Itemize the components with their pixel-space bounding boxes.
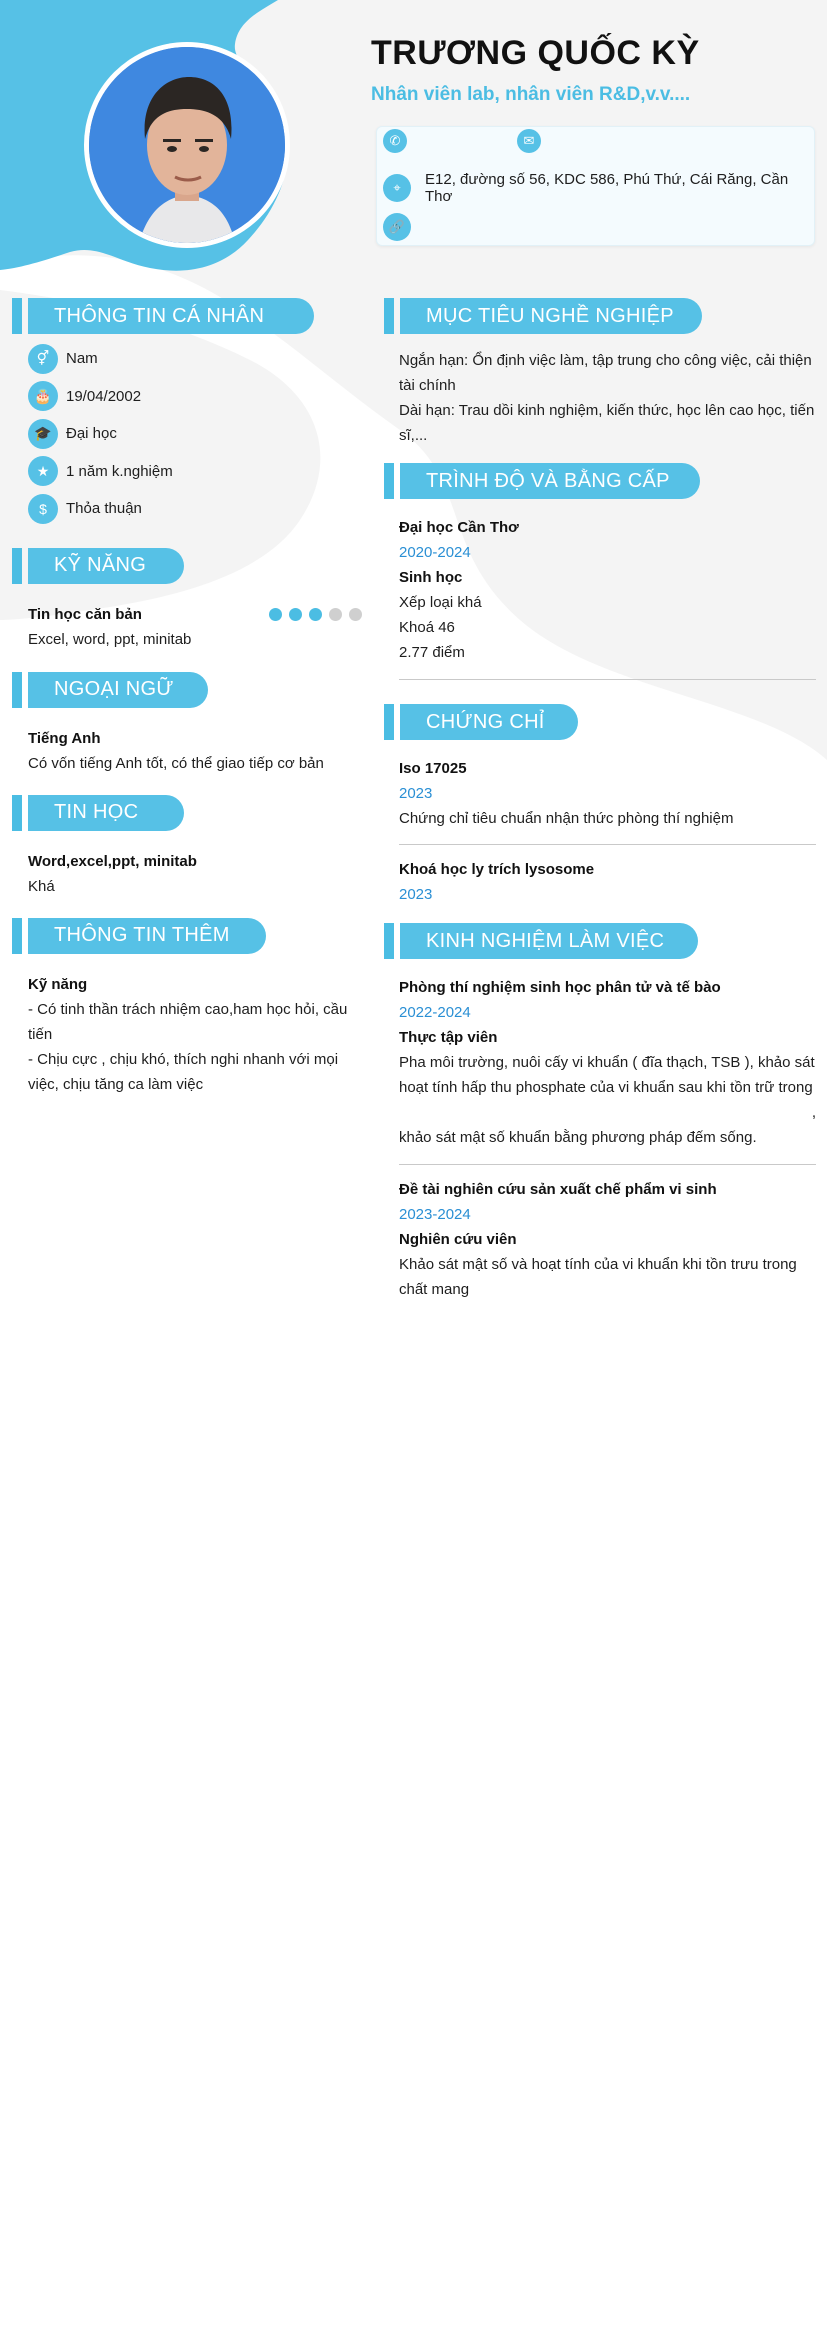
- skill-name: Tin học căn bản: [28, 605, 142, 623]
- experience-company: Phòng thí nghiệm sinh học phân tử và tế bào: [399, 979, 721, 996]
- gender-icon: ⚥: [28, 344, 58, 374]
- section-title: CHỨNG CHỈ: [400, 704, 578, 740]
- certificate-name: Khoá học ly trích lysosome: [399, 861, 595, 878]
- rating-dot: [329, 608, 342, 621]
- experience-role: Thực tập viên: [399, 1029, 498, 1046]
- experience-period: 2023-2024: [399, 1206, 471, 1223]
- extra-line: - Có tinh thần trách nhiệm cao,ham học hỏi, cầu tiến: [28, 1000, 348, 1043]
- portrait-illustration: [89, 47, 285, 243]
- section-experience-header: [384, 923, 816, 959]
- experience-item: [384, 1177, 816, 1302]
- education-period: 2020-2024: [399, 544, 471, 561]
- dollar-icon: $: [28, 494, 58, 524]
- experience-company: Đề tài nghiên cứu sản xuất chế phẩm vi sinh: [399, 1181, 717, 1198]
- info-birthday: 🎂 19/04/2002: [12, 378, 362, 416]
- info-education: 🎓 Đại học: [12, 415, 362, 453]
- section-education-header: [384, 463, 816, 499]
- info-experience: ★ 1 năm k.nghiệm: [12, 453, 362, 491]
- section-title: TIN HỌC: [28, 795, 184, 831]
- section-personal-header: [12, 298, 362, 334]
- section-skills-header: [12, 548, 362, 584]
- rating-dot: [349, 608, 362, 621]
- section-title: THÔNG TIN CÁ NHÂN: [28, 298, 314, 334]
- address-text: E12, đường số 56, KDC 586, Phú Thứ, Cái Răng, Cần Thơ: [425, 171, 789, 205]
- experience-desc: Pha môi trường, nuôi cấy vi khuẩn ( đĩa thạch, TSB ), khảo sát hoạt tính hấp thu phosphate của vi khuẩn sau khi tồn trữ trong: [399, 1054, 815, 1096]
- phone-icon: ✆: [383, 129, 407, 153]
- email-icon: ✉: [517, 129, 541, 153]
- section-title: NGOẠI NGỮ: [28, 672, 208, 708]
- education-school: Đại học Cần Thơ: [399, 519, 519, 536]
- experience-desc: Khảo sát mật số và hoạt tính của vi khuẩn khi tồn trưu trong chất mang: [399, 1256, 797, 1298]
- it-item: [12, 849, 362, 899]
- it-desc: Khá: [28, 877, 55, 895]
- contact-link[interactable]: [383, 213, 425, 241]
- section-title: KINH NGHIỆM LÀM VIỆC: [400, 923, 698, 959]
- language-item: [12, 726, 362, 776]
- it-name: Word,excel,ppt, minitab: [28, 852, 197, 870]
- extra-heading: Kỹ năng: [28, 975, 88, 993]
- certificate-name: Iso 17025: [399, 760, 467, 777]
- section-objective-header: [384, 298, 816, 334]
- extra-line: - Chịu cực , chịu khó, thích nghi nhanh với mọi việc, chịu tăng ca làm việc: [28, 1050, 339, 1093]
- right-column: [384, 298, 816, 1302]
- section-title: MỤC TIÊU NGHỀ NGHIỆP: [400, 298, 702, 334]
- language-desc: Có vốn tiếng Anh tốt, có thể giao tiếp cơ bản: [28, 754, 324, 772]
- education-line: Xếp loại khá: [399, 594, 482, 611]
- objective-short-term: Ngắn hạn: Ổn định việc làm, tập trung cho công việc, cải thiện tài chính: [399, 352, 812, 394]
- link-icon: 🔗: [383, 213, 411, 241]
- certificate-desc: Chứng chỉ tiêu chuẩn nhận thức phòng thí nghiệm: [399, 810, 734, 827]
- education-line: Khoá 46: [399, 619, 455, 636]
- section-title: KỸ NĂNG: [28, 548, 184, 584]
- personal-info-list: [12, 340, 362, 528]
- location-pin-icon: ⌖: [383, 174, 411, 202]
- section-extra-header: [12, 918, 362, 954]
- left-column: [12, 298, 362, 1097]
- certificate-item: [384, 857, 816, 907]
- experience-item: [384, 975, 816, 1150]
- skill-rating: [269, 608, 362, 621]
- experience-desc-comma: ,: [811, 1104, 816, 1121]
- objective-long-term: Dài hạn: Trau dồi kinh nghiệm, kiến thức, học lên cao học, tiến sĩ,...: [399, 402, 815, 444]
- certificate-item: [384, 756, 816, 831]
- experience-desc: khảo sát mật số khuẩn bằng phương pháp đếm sống.: [399, 1129, 757, 1146]
- info-salary: $ Thỏa thuận: [12, 490, 362, 528]
- star-icon: ★: [28, 456, 58, 486]
- extra-item: [12, 972, 362, 1097]
- birthday-cake-icon: 🎂: [28, 381, 58, 411]
- section-it-header: [12, 795, 362, 831]
- language-name: Tiếng Anh: [28, 729, 101, 747]
- objective-body: [384, 348, 816, 448]
- candidate-name: TRƯƠNG QUỐC KỲ: [371, 34, 700, 72]
- contact-box: [376, 126, 815, 246]
- experience-period: 2022-2024: [399, 1004, 471, 1021]
- certificate-year: 2023: [399, 886, 433, 903]
- education-major: Sinh học: [399, 569, 463, 586]
- avatar: [89, 47, 285, 243]
- contact-address: [383, 171, 814, 205]
- rating-dot: [289, 608, 302, 621]
- section-certificates-header: [384, 704, 816, 740]
- certificate-year: 2023: [399, 785, 433, 802]
- profile-photo: [84, 42, 290, 248]
- experience-role: Nghiên cứu viên: [399, 1231, 517, 1248]
- info-gender: ⚥ Nam: [12, 340, 362, 378]
- education-line: 2.77 điểm: [399, 644, 465, 661]
- contact-phone: [383, 129, 541, 153]
- skill-desc: Excel, word, ppt, minitab: [28, 630, 192, 648]
- section-languages-header: [12, 672, 362, 708]
- section-title: TRÌNH ĐỘ VÀ BẰNG CẤP: [400, 463, 700, 499]
- rating-dot: [309, 608, 322, 621]
- job-title: Nhân viên lab, nhân viên R&D,v.v....: [371, 84, 691, 105]
- rating-dot: [269, 608, 282, 621]
- skill-item: [12, 602, 362, 652]
- graduation-cap-icon: 🎓: [28, 419, 58, 449]
- education-item: [384, 515, 816, 665]
- section-title: THÔNG TIN THÊM: [28, 918, 266, 954]
